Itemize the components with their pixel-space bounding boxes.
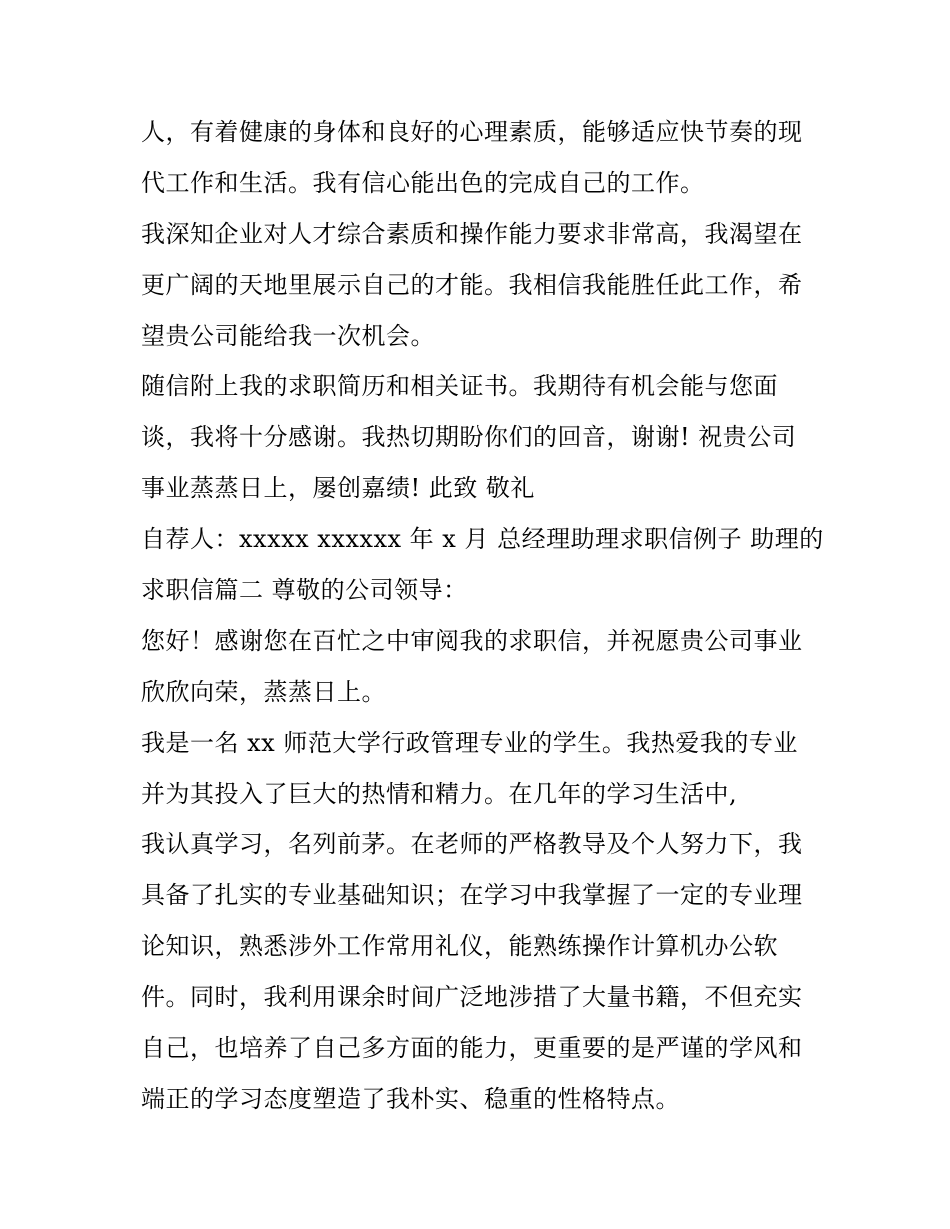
text-line: 并为其投入了巨大的热情和精力。在几年的学习生活中, (141, 779, 738, 808)
text-line: 欣欣向荣，蒸蒸日上。 (141, 677, 386, 706)
text-line: 我认真学习，名列前茅。在老师的严格教导及个人努力下，我 (141, 830, 803, 859)
text-line: 我是一名 xx 师范大学行政管理专业的学生。我热爱我的专业 (141, 728, 798, 757)
text-line: 件。同时，我利用课余时间广泛地涉措了大量书籍，不但充实 (141, 983, 803, 1012)
text-line: 我深知企业对人才综合素质和操作能力要求非常高，我渴望在 (141, 219, 803, 248)
text-line: 代工作和生活。我有信心能出色的完成自己的工作。 (141, 168, 705, 197)
text-line: 论知识，熟悉涉外工作常用礼仪，能熟练操作计算机办公软 (141, 932, 778, 961)
text-line: 望贵公司能给我一次机会。 (141, 321, 435, 350)
text-line: 自己，也培养了自己多方面的能力，更重要的是严谨的学风和 (141, 1034, 803, 1063)
body-text (141, 107, 824, 1125)
text-line: 更广阔的天地里展示自己的才能。我相信我能胜任此工作，希 (141, 270, 803, 299)
text-line: 自荐人：xxxxx xxxxxx 年 x 月 总经理助理求职信例子 助理的 (141, 525, 824, 554)
text-line: 随信附上我的求职简历和相关证书。我期待有机会能与您面 (141, 372, 778, 401)
text-line: 求职信篇二 尊敬的公司领导： (141, 576, 468, 605)
text-line: 谈，我将十分感谢。我热切期盼你们的回音，谢谢! 祝贵公司 (141, 423, 797, 452)
text-line: 事业蒸蒸日上，屡创嘉绩! 此致 敬礼 (141, 474, 535, 503)
text-line: 具备了扎实的专业基础知识；在学习中我掌握了一定的专业理 (141, 881, 803, 910)
text-line: 人，有着健康的身体和良好的心理素质，能够适应快节奏的现 (141, 118, 803, 146)
text-line: 端正的学习态度塑造了我朴实、稳重的性格特点。 (141, 1084, 680, 1113)
text-line: 您好！感谢您在百忙之中审阅我的求职信，并祝愿贵公司事业 (141, 626, 803, 655)
